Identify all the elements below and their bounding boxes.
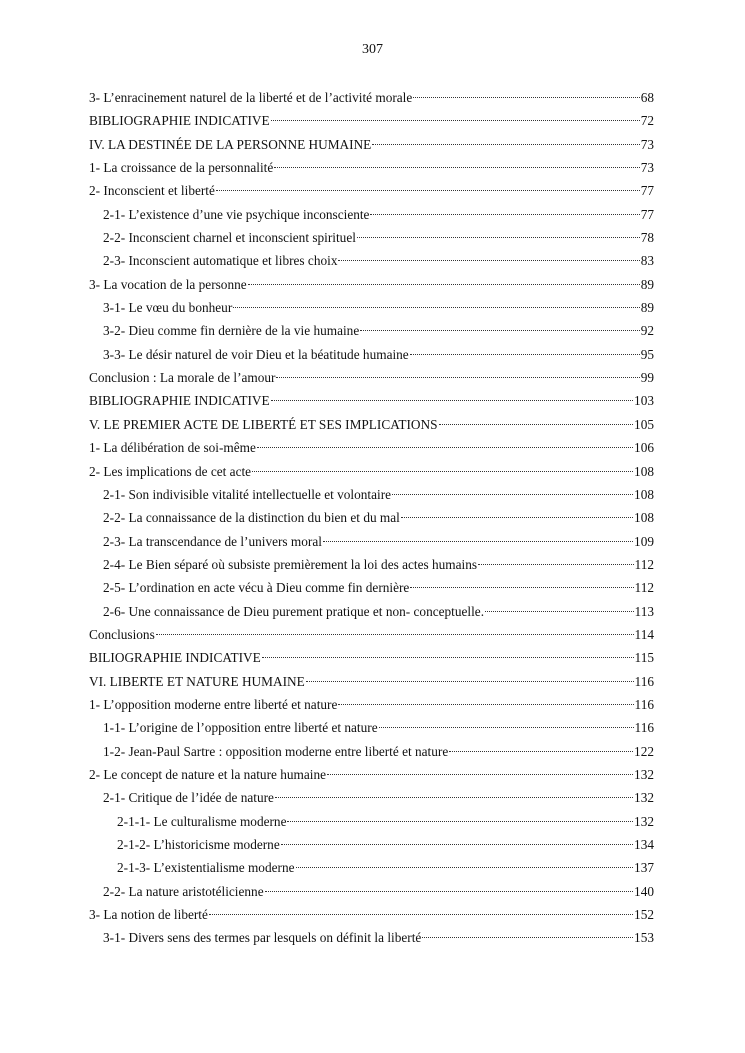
dot-leader (287, 821, 633, 822)
toc-entry (89, 273, 654, 296)
toc-entry (89, 133, 654, 156)
dot-leader (252, 471, 633, 472)
dot-leader (370, 214, 639, 215)
dot-leader (449, 751, 633, 752)
toc-entry-title: 2-3- Inconscient automatique et libres choix (103, 253, 338, 269)
toc-entry-page-number: 132 (634, 790, 654, 806)
toc-entry-page-number: 95 (640, 346, 654, 362)
table-of-contents (89, 86, 654, 950)
toc-entry-page-number: 108 (634, 510, 654, 526)
dot-leader (327, 774, 633, 775)
toc-entry-page-number: 116 (634, 696, 654, 712)
toc-entry-page-number: 77 (640, 183, 654, 199)
toc-entry (89, 179, 654, 202)
toc-entry-title: 2- Inconscient et liberté (89, 183, 215, 199)
toc-entry-page-number: 73 (640, 160, 654, 176)
toc-entry-page-number: 89 (640, 300, 654, 316)
dot-leader (262, 657, 634, 658)
dot-leader (360, 330, 639, 331)
toc-entry-page-number: 92 (640, 323, 654, 339)
toc-entry-title: 2- Les implications de cet acte (89, 463, 252, 479)
toc-entry (89, 833, 654, 856)
dot-leader (372, 144, 639, 145)
toc-entry-page-number: 72 (640, 113, 654, 129)
toc-entry-title: 2-1- Critique de l’idée de nature (103, 790, 274, 806)
toc-entry (89, 436, 654, 459)
dot-leader (271, 120, 640, 121)
toc-entry-page-number: 68 (640, 90, 654, 105)
dot-leader (265, 891, 633, 892)
toc-entry-page-number: 73 (640, 136, 654, 152)
toc-entry-page-number: 106 (634, 440, 654, 456)
toc-entry-title: BIBLIOGRAPHIE INDICATIVE (89, 393, 270, 409)
toc-entry (89, 810, 654, 833)
toc-entry-page-number: 89 (640, 276, 654, 292)
toc-entry (89, 366, 654, 389)
toc-entry (89, 856, 654, 879)
toc-entry-title: 2-5- L’ordination en acte vécu à Dieu comme fin dernière (103, 580, 410, 596)
dot-leader (478, 564, 634, 565)
dot-leader (410, 354, 640, 355)
toc-entry (89, 880, 654, 903)
dot-leader (248, 284, 640, 285)
toc-entry (89, 249, 654, 272)
toc-entry (89, 553, 654, 576)
dot-leader (233, 307, 639, 308)
dot-leader (156, 634, 634, 635)
toc-entry (89, 670, 654, 693)
dot-leader (216, 190, 640, 191)
toc-entry (89, 506, 654, 529)
toc-entry-title: 2-1-1- Le culturalisme moderne (117, 813, 287, 829)
toc-entry (89, 530, 654, 553)
toc-entry-title: 2-1- Son indivisible vitalité intellectuelle et volontaire (103, 486, 392, 502)
toc-entry-page-number: 112 (634, 580, 654, 596)
toc-entry-title: 1-1- L’origine de l’opposition entre liberté et nature (103, 720, 378, 736)
toc-entry-title: 2-2- La nature aristotélicienne (103, 883, 264, 899)
toc-entry-page-number: 103 (634, 393, 654, 409)
dot-leader (401, 517, 633, 518)
dot-leader (281, 844, 633, 845)
toc-entry-page-number: 137 (634, 860, 654, 876)
toc-entry-title: 3- L’enracinement naturel de la liberté et de l’activité morale (89, 90, 413, 105)
toc-entry (89, 786, 654, 809)
toc-entry (89, 109, 654, 132)
toc-entry-page-number: 152 (634, 907, 654, 923)
toc-entry-title: 2- Le concept de nature et la nature humaine (89, 766, 327, 782)
dot-leader (338, 260, 639, 261)
toc-entry-page-number: 109 (634, 533, 654, 549)
toc-entry (89, 203, 654, 226)
toc-entry-page-number: 105 (634, 416, 654, 432)
toc-entry-title: 2-1- L’existence d’une vie psychique inconsciente (103, 206, 370, 222)
toc-entry-title: 2-1-3- L’existentialisme moderne (117, 860, 295, 876)
toc-entry-page-number: 112 (634, 556, 654, 572)
toc-entry-page-number: 134 (634, 837, 654, 852)
toc-entry (89, 903, 654, 926)
dot-leader (209, 914, 633, 915)
toc-entry-title: 3- La vocation de la personne (89, 276, 247, 292)
toc-entry-title: BIBLIOGRAPHIE INDICATIVE (89, 113, 270, 129)
toc-entry-title: 3-3- Le désir naturel de voir Dieu et la béatitude humaine (103, 346, 409, 362)
toc-entry-page-number: 108 (634, 486, 654, 502)
dot-leader (296, 867, 634, 868)
toc-entry-title: 2-6- Une connaissance de Dieu purement pratique et non- conceptuelle. (103, 603, 485, 619)
dot-leader (357, 237, 640, 238)
dot-leader (338, 704, 633, 705)
toc-entry-title: 2-4- Le Bien séparé où subsiste premièrement la loi des actes humains (103, 556, 478, 572)
toc-entry-page-number: 115 (634, 650, 654, 666)
toc-entry-page-number: 140 (634, 883, 654, 899)
toc-entry-title: BILIOGRAPHIE INDICATIVE (89, 650, 261, 666)
toc-entry (89, 716, 654, 739)
dot-leader (422, 937, 633, 938)
toc-entry (89, 413, 654, 436)
dot-leader (323, 541, 633, 542)
dot-leader (413, 97, 639, 98)
toc-entry-title: V. LE PREMIER ACTE DE LIBERTÉ ET SES IMPLICATIONS (89, 416, 438, 432)
toc-entry-title: 1- La délibération de soi-même (89, 440, 256, 456)
toc-entry-title: Conclusions (89, 626, 155, 642)
dot-leader (274, 167, 639, 168)
toc-entry (89, 483, 654, 506)
toc-entry-page-number: 114 (634, 626, 654, 642)
dot-leader (439, 424, 634, 425)
toc-entry-title: 1-2- Jean-Paul Sartre : opposition moderne entre liberté et nature (103, 743, 449, 759)
toc-entry-page-number: 83 (640, 253, 654, 269)
toc-entry (89, 226, 654, 249)
toc-entry-title: 2-1-2- L’historicisme moderne (117, 837, 280, 852)
toc-entry-title: 3-1- Le vœu du bonheur (103, 300, 233, 316)
toc-entry (89, 86, 654, 109)
toc-entry (89, 740, 654, 763)
dot-leader (275, 797, 633, 798)
toc-entry (89, 926, 654, 949)
toc-entry-title: 2-2- Inconscient charnel et inconscient spirituel (103, 230, 356, 246)
toc-entry (89, 296, 654, 319)
dot-leader (485, 611, 634, 612)
toc-entry-title: IV. LA DESTINÉE DE LA PERSONNE HUMAINE (89, 136, 372, 152)
toc-entry-page-number: 108 (634, 463, 654, 479)
toc-entry-page-number: 78 (640, 230, 654, 246)
dot-leader (379, 727, 634, 728)
toc-entry-page-number: 153 (634, 930, 654, 946)
dot-leader (306, 681, 634, 682)
toc-entry (89, 319, 654, 342)
toc-entry (89, 460, 654, 483)
toc-entry-page-number: 77 (640, 206, 654, 222)
toc-entry (89, 763, 654, 786)
toc-entry (89, 576, 654, 599)
toc-entry-title: 3-1- Divers sens des termes par lesquels on définit la liberté (103, 930, 422, 946)
toc-entry-title: VI. LIBERTE ET NATURE HUMAINE (89, 673, 305, 689)
toc-entry-page-number: 122 (634, 743, 654, 759)
toc-entry-page-number: 116 (634, 673, 654, 689)
toc-entry (89, 343, 654, 366)
toc-entry-title: 2-3- La transcendance de l’univers moral (103, 533, 322, 549)
toc-entry-title: 1- L’opposition moderne entre liberté et nature (89, 696, 338, 712)
page-number: 307 (362, 42, 383, 57)
toc-entry (89, 156, 654, 179)
toc-entry (89, 623, 654, 646)
dot-leader (276, 377, 639, 378)
dot-leader (392, 494, 633, 495)
toc-entry (89, 600, 654, 623)
toc-entry (89, 389, 654, 412)
toc-entry-page-number: 132 (634, 813, 654, 829)
toc-entry-title: Conclusion : La morale de l’amour (89, 370, 276, 386)
toc-entry-title: 3- La notion de liberté (89, 907, 208, 923)
dot-leader (410, 587, 633, 588)
toc-entry (89, 646, 654, 669)
toc-entry-title: 1- La croissance de la personnalité (89, 160, 274, 176)
toc-entry-page-number: 116 (634, 720, 654, 736)
dot-leader (257, 447, 633, 448)
toc-entry-page-number: 113 (634, 603, 654, 619)
toc-entry (89, 693, 654, 716)
toc-entry-title: 2-2- La connaissance de la distinction du bien et du mal (103, 510, 400, 526)
toc-entry-page-number: 132 (634, 766, 654, 782)
dot-leader (271, 400, 633, 401)
toc-entry-page-number: 99 (640, 370, 654, 386)
toc-entry-title: 3-2- Dieu comme fin dernière de la vie humaine (103, 323, 360, 339)
